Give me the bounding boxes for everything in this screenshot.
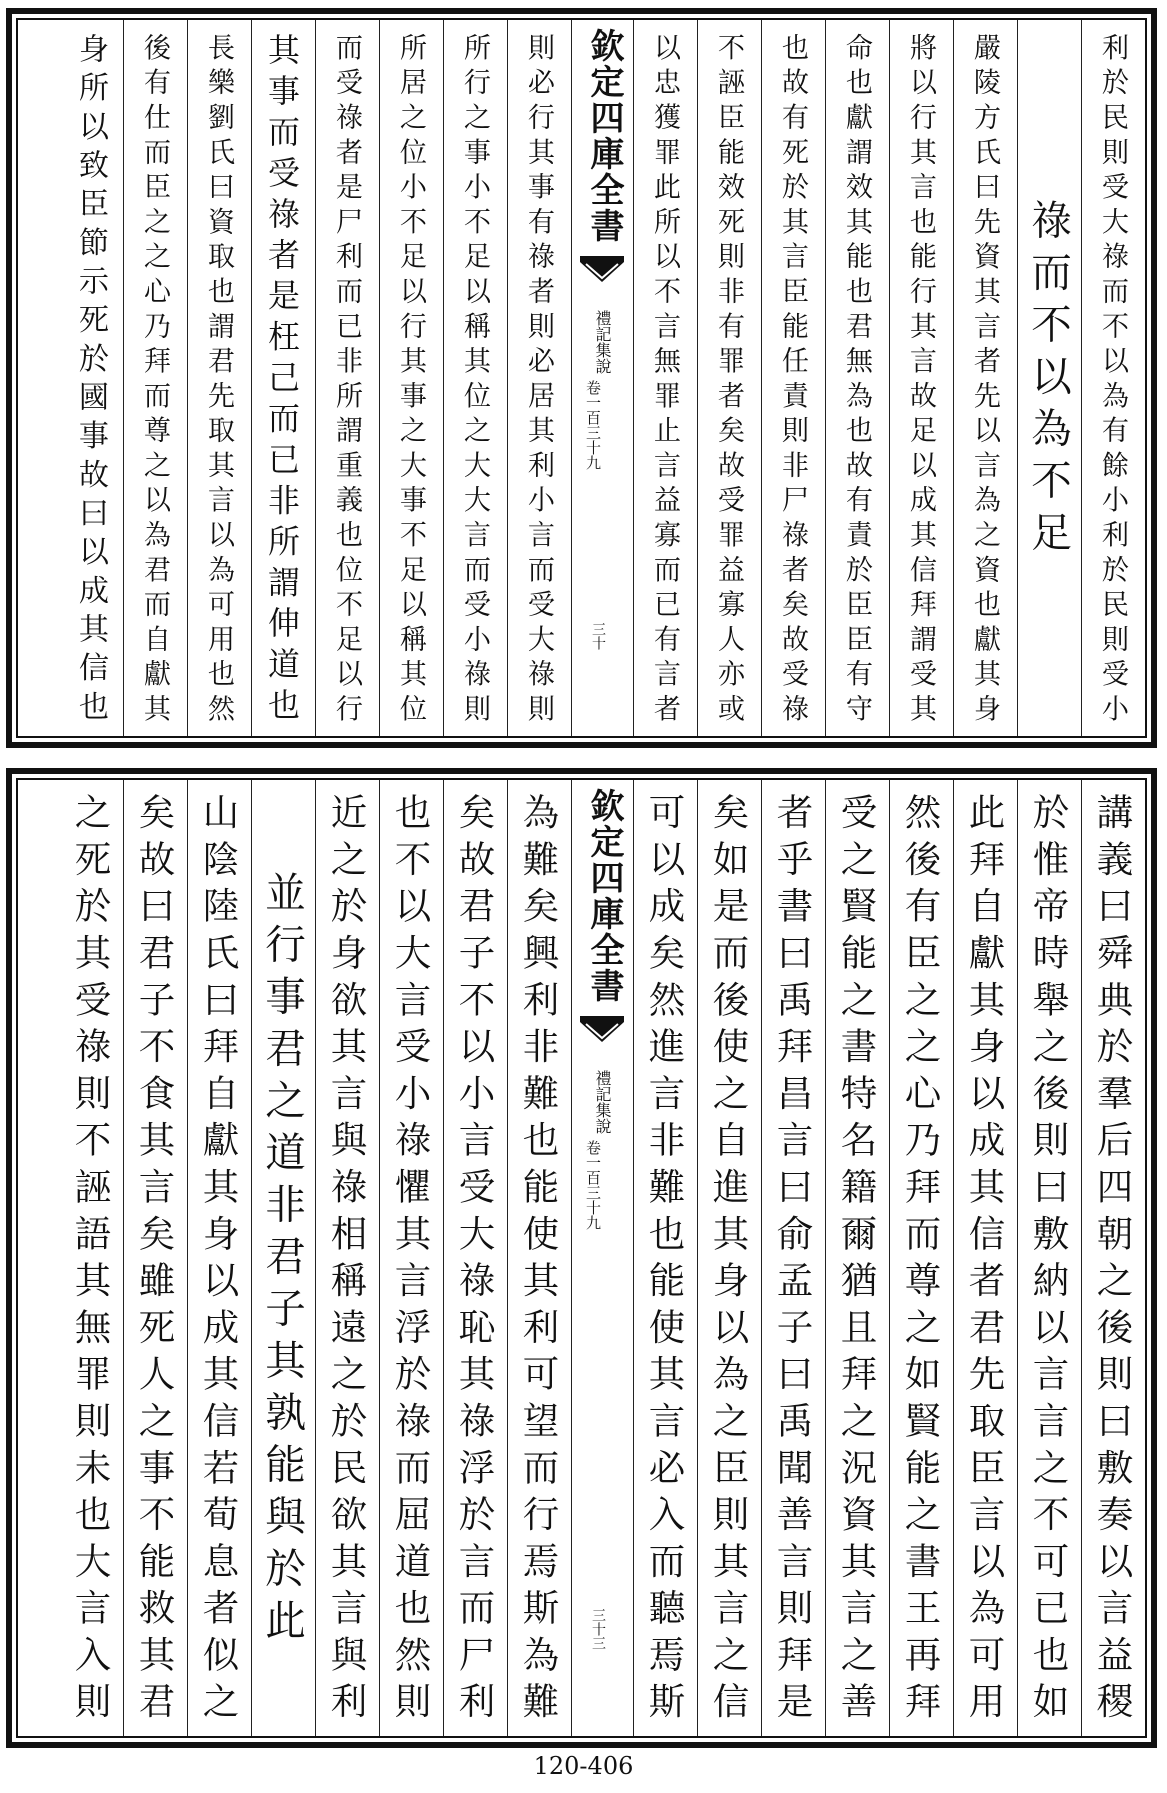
column-text: 祿而不以為不足: [1024, 199, 1072, 563]
text-column: [187, 780, 251, 1736]
text-column: [507, 20, 571, 736]
text-column: [1081, 780, 1145, 1736]
text-column: [889, 20, 953, 736]
spine-title: 欽定四庫全書: [584, 788, 624, 1004]
text-column: [59, 20, 123, 736]
column-text: 不誣臣能效死則非有罪者矣故受罪益寡人亦或: [713, 33, 744, 729]
column-text: 矣故君子不以小言受大祿恥其祿浮於言而尸利: [453, 793, 496, 1729]
column-text: 受之賢能之書特名籍爾猶且拜之況資其言之善: [835, 793, 878, 1729]
text-column: [251, 780, 315, 1736]
column-text: 所行之事小不足以稱其位之大大言而受小祿則: [459, 33, 490, 729]
text-column: [633, 780, 697, 1736]
text-column: [697, 780, 761, 1736]
column-text: 則必行其事有祿者則必居其利小言而受大祿則: [523, 33, 554, 729]
column-text: 將以行其言也能行其言故足以成其信拜謂受其: [905, 33, 936, 729]
column-text: 命也獻謂效其能也君無為也故有責於臣臣有守: [841, 33, 872, 729]
column-text: 嚴陵方氏曰先資其言者先以言為之資也獻其身: [969, 33, 1000, 729]
text-column: [697, 20, 761, 736]
spine-volume: 卷一百三十九: [584, 380, 602, 470]
column-text: 之死於其受祿則不誣語其無罪則未也大言入則: [69, 793, 112, 1729]
text-column: [443, 20, 507, 736]
text-column: [251, 20, 315, 736]
column-text: 矣故曰君子不食其言矣雖死人之事不能救其君: [133, 793, 176, 1729]
spine-page-number: 三十: [590, 622, 606, 650]
column-text: 其事而受祿者是枉己而已非所謂伸道也: [263, 33, 301, 729]
column-text: 也故有死於其言臣能任責則非尸祿者矣故受祿: [777, 33, 808, 729]
lower-page: [6, 768, 1157, 1748]
column-text: 所居之位小不足以行其事之大事不足以稱其位: [395, 33, 426, 729]
text-column: [379, 20, 443, 736]
text-column: [889, 780, 953, 1736]
column-text: 後有仕而臣之之心乃拜而尊之以為君而自獻其: [139, 33, 170, 729]
text-column: [123, 20, 187, 736]
text-column: [315, 780, 379, 1736]
text-column: [1017, 780, 1081, 1736]
column-text: 並行事君之道非君子其孰能與於此: [258, 871, 306, 1651]
column-text: 講義曰舜典於羣后四朝之後則曰敷奏以言益稷: [1091, 793, 1134, 1729]
text-column: [1017, 20, 1081, 736]
text-column: [59, 780, 123, 1736]
text-column: [761, 780, 825, 1736]
text-column: [507, 780, 571, 1736]
column-text: 也不以大言受小祿懼其言浮於祿而屈道也然則: [389, 793, 432, 1729]
column-text: 然後有臣之之心乃拜而尊之如賢能之書王再拜: [899, 793, 942, 1729]
fish-tail-mark-icon: [578, 1012, 626, 1046]
text-column: [123, 780, 187, 1736]
column-text: 此拜自獻其身以成其信者君先取臣言以為可用: [963, 793, 1006, 1729]
column-text: 矣如是而後使之自進其身以為之臣則其言之信: [707, 793, 750, 1729]
lower-page-columns: [18, 780, 1145, 1736]
spine-margin: [571, 20, 633, 736]
text-column: [187, 20, 251, 736]
spine-volume: 卷一百三十九: [584, 1140, 602, 1230]
upper-page-columns: [18, 20, 1145, 736]
column-text: 以忠獲罪此所以不言無罪止言益寡而已有言者: [649, 33, 680, 729]
text-column: [953, 20, 1017, 736]
fish-tail-mark-icon: [578, 252, 626, 286]
column-text: 山陰陸氏曰拜自獻其身以成其信若荀息者似之: [197, 793, 240, 1729]
column-text: 身所以致臣節示死於國事故曰以成其信也: [73, 33, 108, 729]
column-text: 者乎書曰禹拜昌言曰俞孟子曰禹聞善言則拜是: [771, 793, 814, 1729]
spine-title: 欽定四庫全書: [584, 28, 624, 244]
text-column: [761, 20, 825, 736]
column-text: 可以成矣然進言非難也能使其言必入而聽焉斯: [643, 793, 686, 1729]
column-text: 近之於身欲其言與祿相稱遠之於民欲其言與利: [325, 793, 368, 1729]
column-text: 而受祿者是尸利而已非所謂重義也位不足以行: [331, 33, 362, 729]
text-column: [1081, 20, 1145, 736]
spine-margin: [571, 780, 633, 1736]
text-column: [633, 20, 697, 736]
upper-page: [6, 8, 1157, 748]
text-column: [953, 780, 1017, 1736]
column-text: 利於民則受大祿而不以為有餘小利於民則受小: [1097, 33, 1128, 729]
text-column: [825, 780, 889, 1736]
page-footer-number: 120-406: [533, 1752, 634, 1780]
column-text: 長樂劉氏曰資取也謂君先取其言以為可用也然: [203, 33, 234, 729]
column-text: 為難矣興利非難也能使其利可望而行焉斯為難: [517, 793, 560, 1729]
spine-book-title: 禮記集說: [593, 310, 612, 374]
spine-book-title: 禮記集說: [593, 1070, 612, 1134]
upper-page-frame: [16, 18, 1147, 738]
text-column: [315, 20, 379, 736]
text-column: [379, 780, 443, 1736]
spine-page-number: 三十三: [590, 1608, 606, 1650]
text-column: [825, 20, 889, 736]
column-text: 於惟帝時舉之後則曰敷納以言言之不可已也如: [1027, 793, 1070, 1729]
lower-page-frame: [16, 778, 1147, 1738]
text-column: [443, 780, 507, 1736]
